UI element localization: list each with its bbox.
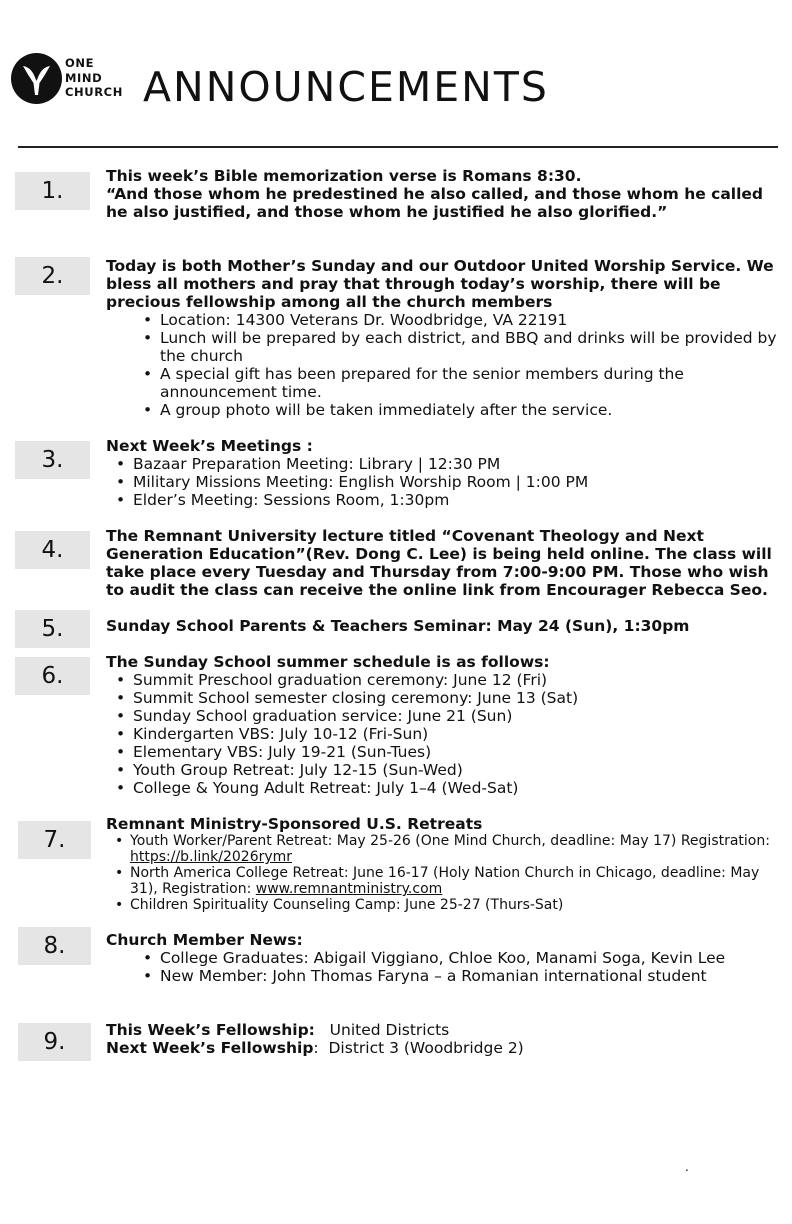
list-item: • Youth Group Retreat: July 12-15 (Sun-Wed)	[133, 761, 782, 779]
list-item: • Location: 14300 Veterans Dr. Woodbridge, VA 22191	[160, 311, 782, 329]
item-number-5: 5.	[15, 610, 90, 648]
item-number-7: 7.	[18, 821, 91, 859]
list-item: • Elder’s Meeting: Sessions Room, 1:30pm	[133, 491, 782, 509]
list-item: • Summit School semester closing ceremony: June 13 (Sat)	[133, 689, 782, 707]
logo-wordmark	[65, 56, 123, 100]
announcement-5	[106, 617, 782, 635]
item-number-4: 4.	[15, 531, 90, 569]
logo-line-mind: MIND	[65, 70, 103, 85]
announcement-7-list	[106, 833, 782, 913]
item-number-2: 2.	[15, 257, 90, 295]
next-week-fellowship-value: : District 3 (Woodbridge 2)	[313, 1039, 524, 1057]
announcement-1	[106, 167, 782, 221]
item-number-8: 8.	[18, 927, 91, 965]
announcement-4-text: The Remnant University lecture titled “Covenant Theology and Next Generation Education”(Rev. Dong C. Lee) is being held online. The class will take place every Tuesday and Thursday from 7:00-9:00 PM. Those who wish to audit the class can receive the online link from Encourager Rebecca Seo.	[106, 527, 772, 599]
list-item: • Summit Preschool graduation ceremony: June 12 (Fri)	[133, 671, 782, 689]
list-item: • A group photo will be taken immediately after the service.	[160, 401, 782, 419]
item-number-6: 6.	[15, 657, 90, 695]
announcement-5-text: Sunday School Parents & Teachers Seminar: May 24 (Sun), 1:30pm	[106, 617, 690, 635]
this-week-fellowship-value: United Districts	[314, 1021, 450, 1039]
list-item: • Bazaar Preparation Meeting: Library | 12:30 PM	[133, 455, 782, 473]
list-item: • Children Spirituality Counseling Camp: June 25-27 (Thurs-Sat)	[130, 897, 782, 913]
list-item: • College Graduates: Abigail Viggiano, Chloe Koo, Manami Soga, Kevin Lee	[160, 949, 782, 967]
item-number-9: 9.	[18, 1023, 91, 1061]
item-number-1: 1.	[15, 172, 90, 210]
item-number-3: 3.	[15, 441, 90, 479]
church-logo-icon	[11, 53, 62, 104]
registration-link-youth[interactable]: https://b.link/2026rymr	[130, 849, 293, 865]
announcement-6-list	[106, 671, 782, 797]
page-title: ANNOUNCEMENTS	[143, 63, 549, 111]
next-week-fellowship	[106, 1039, 782, 1057]
this-week-fellowship-label: This Week’s Fellowship:	[106, 1021, 315, 1039]
page-header	[0, 0, 792, 150]
announcement-1-verse-ref: This week’s Bible memorization verse is Romans 8:30.	[106, 167, 582, 185]
list-item	[130, 833, 782, 865]
announcement-2	[106, 257, 782, 419]
retreat-college-text: North America College Retreat: June 16-17 (Holy Nation Church in Chicago, deadline: May 31), Registration:	[130, 865, 760, 897]
list-item: • A special gift has been prepared for the senior members during the announcement time.	[160, 365, 782, 401]
announcement-6	[106, 653, 782, 797]
announcement-8	[106, 931, 782, 985]
logo-line-one: ONE	[65, 56, 95, 70]
list-item: • College & Young Adult Retreat: July 1–4 (Wed-Sat)	[133, 779, 782, 797]
retreat-youth-text: Youth Worker/Parent Retreat: May 25-26 (One Mind Church, deadline: May 17) Registration:	[130, 833, 770, 849]
announcement-1-verse-text: “And those whom he predestined he also called, and those whom he called he also justified, and those whom he justified he also glorified.”	[106, 185, 764, 221]
this-week-fellowship	[106, 1021, 782, 1039]
header-divider	[18, 146, 778, 148]
announcement-9	[106, 1021, 782, 1057]
list-item: • Sunday School graduation service: June 21 (Sun)	[133, 707, 782, 725]
announcement-3	[106, 437, 782, 509]
next-week-fellowship-label: Next Week’s Fellowship	[106, 1039, 314, 1057]
list-item: • New Member: John Thomas Faryna – a Romanian international student	[160, 967, 782, 985]
announcement-7	[106, 815, 782, 913]
announcement-7-heading: Remnant Ministry-Sponsored U.S. Retreats	[106, 815, 483, 833]
list-item: • Kindergarten VBS: July 10-12 (Fri-Sun)	[133, 725, 782, 743]
logo-line-church: CHURCH	[65, 85, 123, 99]
list-item: • Lunch will be prepared by each district, and BBQ and drinks will be provided by the church	[160, 329, 782, 365]
footer-mark: .	[685, 1160, 689, 1174]
announcement-8-heading: Church Member News:	[106, 931, 303, 949]
list-item: • Elementary VBS: July 19-21 (Sun-Tues)	[133, 743, 782, 761]
announcement-2-heading: Today is both Mother’s Sunday and our Outdoor United Worship Service. We bless all mothers and pray that through today’s worship, there will be precious fellowship among all the church members	[106, 257, 774, 311]
list-item: • Military Missions Meeting: English Worship Room | 1:00 PM	[133, 473, 782, 491]
announcement-6-heading: The Sunday School summer schedule is as follows:	[106, 653, 550, 671]
list-item	[130, 865, 782, 897]
announcement-3-heading: Next Week’s Meetings :	[106, 437, 313, 455]
announcement-2-list	[106, 311, 782, 419]
registration-link-college[interactable]: www.remnantministry.com	[255, 881, 443, 897]
announcement-3-list	[106, 455, 782, 509]
announcement-4	[106, 527, 782, 599]
announcement-8-list	[106, 949, 782, 985]
